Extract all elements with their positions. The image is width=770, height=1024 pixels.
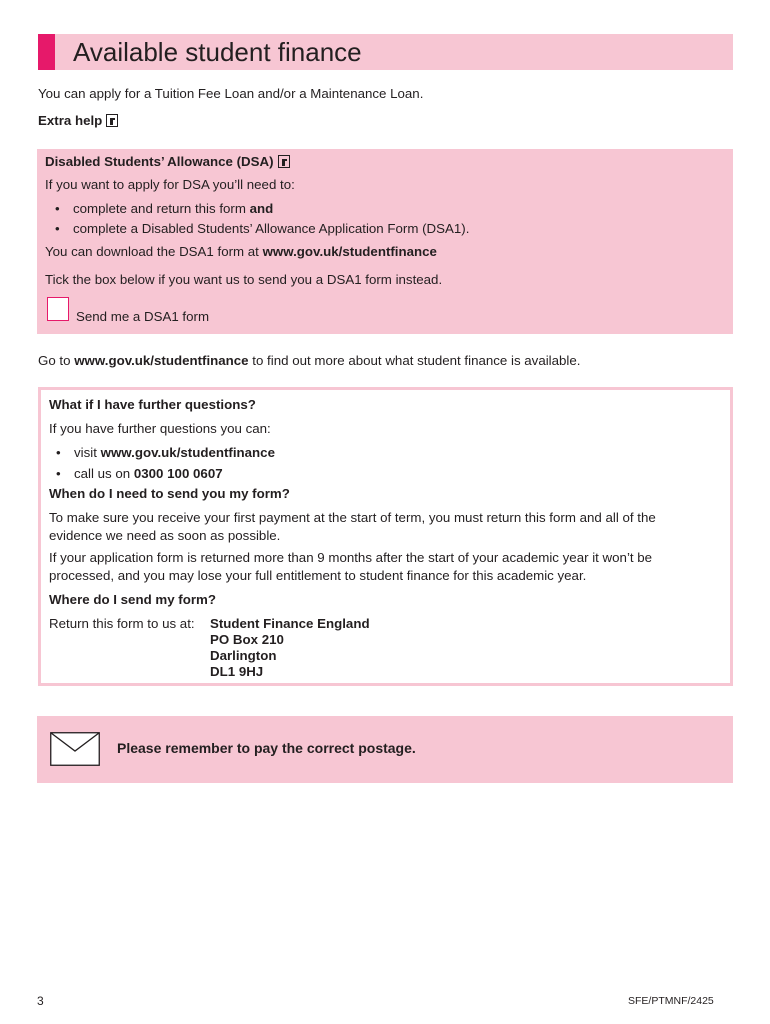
page-number: 3 [37, 994, 44, 1008]
go-to-text [38, 352, 580, 370]
address-line-3: Darlington [210, 648, 277, 663]
dsa-lead: If you want to apply for DSA you’ll need to: [45, 177, 295, 192]
address-line-2: PO Box 210 [210, 632, 284, 647]
dsa-bullet-2-text: complete a Disabled Students’ Allowance Application Form (DSA1). [73, 221, 470, 236]
extra-help-label: Extra help [38, 113, 103, 128]
questions-heading: What if I have further questions? [49, 397, 256, 412]
dsa-heading [45, 153, 290, 171]
when-heading: When do I need to send you my form? [49, 486, 290, 501]
return-text: Return this form to us at: [49, 616, 195, 631]
when-line-2: evidence we need as soon as possible. [49, 528, 281, 543]
dsa-bullet-1 [56, 200, 273, 218]
dsa1-form-checkbox-label: Send me a DSA1 form [76, 309, 210, 324]
go-to-suffix: to find out more about what student finance is available. [248, 353, 581, 368]
title-bar [38, 34, 733, 70]
form-reference: SFE/PTMNF/2425 [628, 995, 714, 1007]
visit-link[interactable]: www.gov.uk/studentfinance [100, 445, 275, 460]
dsa-download-link[interactable]: www.gov.uk/studentfinance [262, 244, 437, 259]
info-icon [278, 155, 290, 168]
dsa-section [37, 149, 733, 334]
address-line-4: DL1 9HJ [210, 664, 264, 679]
dsa-download-text: You can download the DSA1 form at [45, 244, 263, 259]
call-prefix: call us on [74, 466, 134, 481]
envelope-icon [50, 732, 100, 766]
intro-text: You can apply for a Tuition Fee Loan and/or a Maintenance Loan. [38, 86, 424, 101]
extra-help-heading [38, 112, 118, 130]
where-heading: Where do I send my form? [49, 592, 216, 607]
dsa-bullet-1-text: complete and return this form [73, 201, 250, 216]
call-bullet [57, 465, 223, 483]
dsa-download [45, 243, 437, 261]
dsa1-form-checkbox[interactable] [47, 297, 69, 321]
late-line-1: If your application form is returned more than 9 months after the start of your academic year it won’t be [49, 550, 653, 565]
go-to-prefix: Go to [38, 353, 75, 368]
info-icon [106, 114, 118, 127]
late-line-2: processed, and you may lose your full entitlement to student finance for this academic year. [49, 568, 587, 583]
questions-section [38, 387, 733, 686]
dsa-tick-instruction: Tick the box below if you want us to send you a DSA1 form instead. [45, 272, 443, 287]
call-number: 0300 100 0607 [133, 466, 223, 481]
dsa-bullet-2 [56, 220, 469, 238]
postage-text: Please remember to pay the correct postage. [117, 740, 416, 756]
when-line-1: To make sure you receive your first payment at the start of term, you must return this form and all of the [49, 510, 656, 525]
page-title: Available student finance [73, 37, 362, 67]
visit-bullet [57, 444, 275, 462]
go-to-link[interactable]: www.gov.uk/studentfinance [74, 353, 249, 368]
visit-prefix: visit [74, 445, 101, 460]
dsa-bullet-1-bold: and [249, 201, 274, 216]
address-line-1: Student Finance England [210, 616, 370, 631]
questions-lead: If you have further questions you can: [49, 421, 271, 436]
title-accent [38, 34, 55, 70]
postage-reminder [37, 716, 733, 783]
dsa-heading-label: Disabled Students’ Allowance (DSA) [45, 154, 274, 169]
